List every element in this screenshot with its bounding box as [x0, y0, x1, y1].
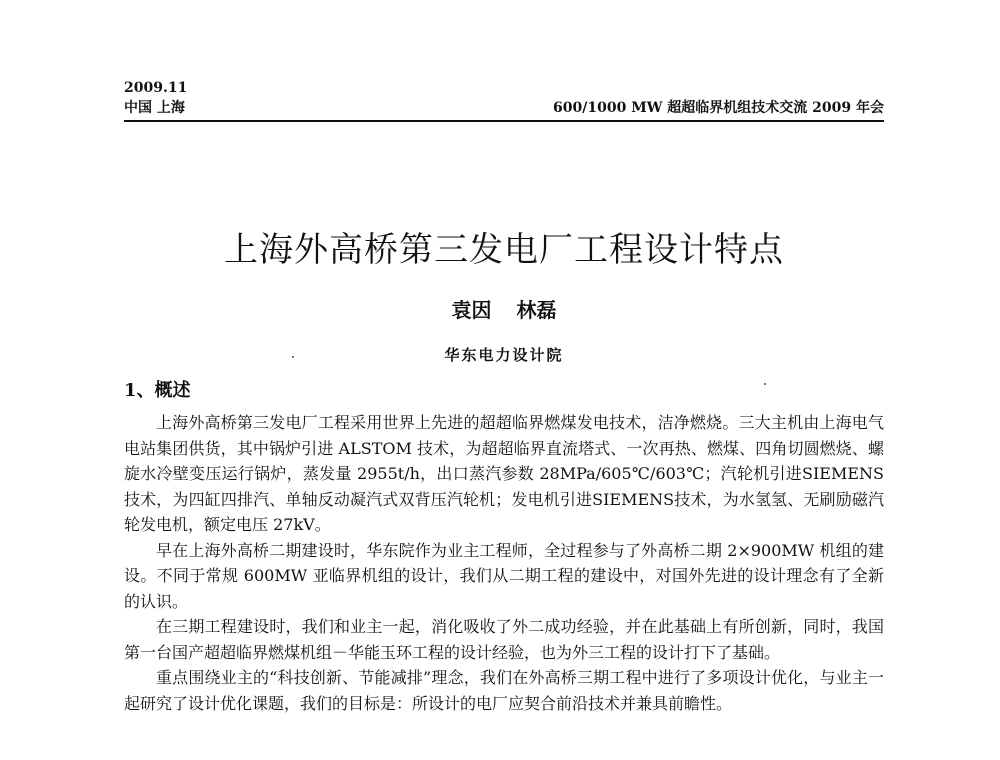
header-row — [124, 98, 884, 118]
header-rule — [124, 120, 884, 122]
section-heading: 1、概述 — [124, 380, 191, 401]
header-conference: 600/1000 MW 超超临界机组技术交流 2009 年会 — [553, 100, 884, 116]
paragraph-1: 上海外高桥第三发电厂工程采用世界上先进的超超临界燃煤发电技术，洁净燃烧。三大主机由上海电气电站集团供货，其中锅炉引进 ALSTOM 技术，为超超临界直流塔式、一次再热、燃煤、四角切圆燃烧、螺旋水冷壁变压运行锅炉，蒸发量 2955t/h，出口蒸汽参数 28MPa/605℃/603℃；汽轮机引进SIEMENS技术，为四缸四排汽、单轴反动凝汽式双背压汽轮机；发电机引进SIEMENS技术，为水氢氢、无刷励磁汽轮发电机，额定电压 27kV。 — [124, 413, 884, 534]
scan-speck — [292, 356, 294, 358]
header-date: 2009.11 — [124, 80, 188, 96]
paper-authors: 袁因 林磊 — [451, 298, 557, 322]
paragraph-3: 在三期工程建设时，我们和业主一起，消化吸收了外二成功经验，并在此基础上有所创新，同时，我国第一台国产超超临界燃煤机组－华能玉环工程的设计经验，也为外三工程的设计打下了基础。 — [124, 617, 884, 662]
header-location: 中国 上海 — [124, 100, 185, 116]
paragraph-4: 重点围绕业主的“科技创新、节能减排”理念，我们在外高桥三期工程中进行了多项设计优化，与业主一起研究了设计优化课题，我们的目标是：所设计的电厂应契合前沿技术并兼具前瞻性。 — [124, 668, 884, 713]
paper-title: 上海外高桥第三发电厂工程设计特点 — [224, 230, 784, 270]
paper-affiliation: 华东电力设计院 — [444, 346, 564, 364]
section-body — [124, 410, 884, 716]
paragraph-2: 早在上海外高桥二期建设时，华东院作为业主工程师，全过程参与了外高桥二期 2×900MW 机组的建设。不同于常规 600MW 亚临界机组的设计，我们从二期工程的建设中，对国外先进的设计理念有了全新的认识。 — [124, 540, 884, 611]
scan-speck — [764, 383, 766, 385]
running-header — [124, 78, 884, 118]
